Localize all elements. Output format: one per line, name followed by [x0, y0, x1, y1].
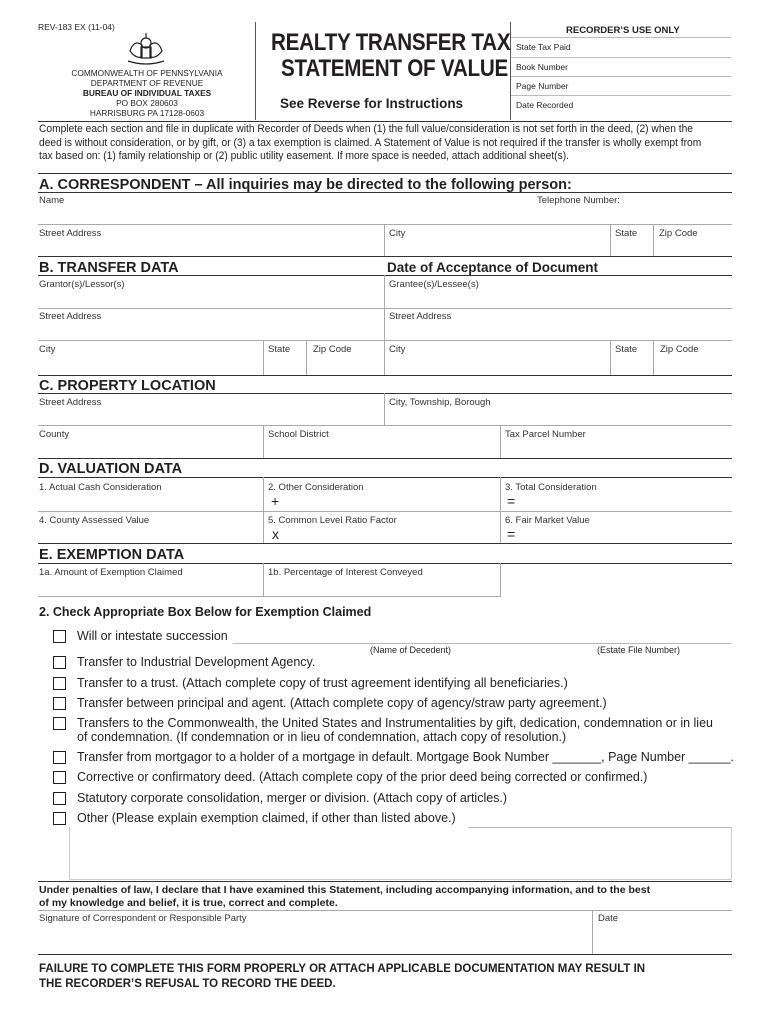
- grantor-label: Grantor(s)/Lessor(s): [39, 279, 125, 290]
- correspondent-zip-label: Zip Code: [659, 228, 698, 239]
- intro-line: deed is without consideration, or by gift, or (3) a tax exemption is claimed. A Statement of Value is not required if the transfer is wholly exempt from: [39, 136, 702, 149]
- actual-cash-field[interactable]: [39, 494, 261, 510]
- correspondent-name-label: Name: [39, 195, 65, 206]
- grantor-field[interactable]: [39, 291, 382, 307]
- trust-checkbox[interactable]: [53, 677, 66, 690]
- industrial-development-label: Transfer to Industrial Development Agency.: [77, 655, 316, 669]
- times-operator: x: [272, 526, 279, 542]
- grantee-label: Grantee(s)/Lessee(s): [389, 279, 479, 290]
- property-city-township-field[interactable]: [386, 409, 730, 424]
- agency-line: DEPARTMENT OF REVENUE: [90, 78, 204, 88]
- other-consideration-label: 2. Other Consideration: [268, 482, 364, 493]
- county-field[interactable]: [39, 441, 261, 456]
- principal-agent-checkbox[interactable]: [53, 697, 66, 710]
- grantee-city-field[interactable]: [386, 357, 608, 373]
- common-level-ratio-label: 5. Common Level Ratio Factor: [268, 515, 397, 526]
- actual-cash-label: 1. Actual Cash Consideration: [39, 482, 162, 493]
- commonwealth-label: Transfers to the Commonwealth, the United States and Instrumentalities by gift, dedication, condemnation or in lieu: [77, 716, 713, 730]
- intro-line: tax based on: (1) family relationship or (2) public utility easement. If more space is needed, attach additional sheet(s).: [39, 150, 569, 162]
- agency-line: PO BOX 280603: [116, 98, 178, 108]
- date-acceptance-heading: Date of Acceptance of Document: [387, 260, 599, 275]
- fair-market-value-field[interactable]: [520, 527, 730, 542]
- grantee-state-field[interactable]: [612, 357, 652, 373]
- grantor-zip-label: Zip Code: [313, 344, 352, 355]
- school-district-label: School District: [268, 429, 329, 440]
- grantee-street-field[interactable]: [386, 323, 730, 339]
- grantee-state-label: State: [615, 344, 638, 355]
- signature-date-field[interactable]: [595, 925, 730, 953]
- header-divider-left: [255, 22, 256, 120]
- agency-line: HARRISBURG PA 17128-0603: [89, 108, 205, 118]
- section-b-heading: B. TRANSFER DATA: [39, 260, 179, 276]
- correspondent-city-label: City: [389, 228, 406, 239]
- correspondent-street-label: Street Address: [39, 228, 102, 239]
- grantor-state-field[interactable]: [265, 357, 304, 373]
- warning-line: THE RECORDER’S REFUSAL TO RECORD THE DEED.: [39, 978, 336, 990]
- form-title-line2: STATEMENT OF VALUE: [281, 55, 508, 82]
- grantor-city-field[interactable]: [39, 357, 261, 373]
- property-street-field[interactable]: [39, 409, 382, 424]
- date-recorded-label: Date Recorded: [516, 100, 574, 110]
- correspondent-zip-field[interactable]: [655, 240, 730, 255]
- will-succession-checkbox[interactable]: [53, 630, 66, 643]
- mortgagor-checkbox[interactable]: [53, 751, 66, 764]
- county-assessed-field[interactable]: [39, 527, 261, 542]
- other-exemption-label: Other (Please explain exemption claimed, if other than listed above.): [77, 811, 456, 825]
- correspondent-state-field[interactable]: [612, 240, 652, 255]
- telephone-label: Telephone Number:: [537, 195, 620, 206]
- corporate-consolidation-checkbox[interactable]: [53, 792, 66, 805]
- grantor-street-field[interactable]: [39, 323, 382, 339]
- see-reverse-note: See Reverse for Instructions: [280, 96, 464, 111]
- will-succession-label: Will or intestate succession: [77, 629, 228, 643]
- grantee-street-label: Street Address: [389, 311, 452, 322]
- fair-market-value-label: 6. Fair Market Value: [505, 515, 590, 526]
- grantee-field[interactable]: [386, 291, 730, 307]
- pennsylvania-seal-icon: [122, 31, 170, 67]
- exemption-amount-label: 1a. Amount of Exemption Claimed: [39, 567, 183, 578]
- plus-operator: +: [271, 493, 280, 509]
- commonwealth-checkbox[interactable]: [53, 717, 66, 730]
- grantor-zip-field[interactable]: [308, 357, 382, 373]
- total-consideration-label: 3. Total Consideration: [505, 482, 597, 493]
- agency-line: COMMONWEALTH OF PENNSYLVANIA: [71, 68, 223, 78]
- industrial-development-checkbox[interactable]: [53, 656, 66, 669]
- equals-operator: =: [507, 526, 516, 542]
- section-e-heading: E. EXEMPTION DATA: [39, 547, 185, 563]
- penalty-line: Under penalties of law, I declare that I have examined this Statement, including accompanying information, and to the best: [39, 884, 651, 896]
- total-consideration-field[interactable]: [520, 494, 730, 510]
- form-title-line1: REALTY TRANSFER TAX: [271, 29, 511, 56]
- grantee-city-label: City: [389, 344, 406, 355]
- book-number-label: Book Number: [516, 62, 568, 72]
- interest-conveyed-field[interactable]: [265, 579, 498, 594]
- page-number-label: Page Number: [516, 81, 569, 91]
- check-box-heading: 2. Check Appropriate Box Below for Exemption Claimed: [39, 605, 372, 619]
- recorder-use-title: RECORDER’S USE ONLY: [566, 25, 680, 36]
- grantor-street-label: Street Address: [39, 311, 102, 322]
- grantor-state-label: State: [268, 344, 291, 355]
- county-assessed-label: 4. County Assessed Value: [39, 515, 150, 526]
- penalty-statement: [39, 884, 650, 909]
- state-tax-paid-label: State Tax Paid: [516, 42, 571, 52]
- date-acceptance-field[interactable]: [608, 258, 728, 274]
- estate-file-number-caption: (Estate File Number): [597, 645, 681, 655]
- intro-line: Complete each section and file in duplicate with Recorder of Deeds when (1) the full value/consideration is not set forth in the deed, (2) when the: [39, 123, 693, 135]
- section-a-heading: A. CORRESPONDENT – All inquiries may be directed to the following person:: [39, 177, 572, 193]
- correspondent-city-field[interactable]: [386, 240, 608, 255]
- mortgagor-label: Transfer from mortgagor to a holder of a mortgage in default. Mortgage Book Number _______, Page Number ______.: [77, 750, 734, 764]
- correspondent-street-field[interactable]: [39, 240, 382, 255]
- date-label: Date: [598, 913, 619, 924]
- common-level-ratio-field[interactable]: [282, 527, 498, 542]
- grantee-zip-label: Zip Code: [660, 344, 699, 355]
- other-consideration-field[interactable]: [282, 494, 498, 510]
- grantor-city-label: City: [39, 344, 56, 355]
- agency-block: [42, 68, 252, 118]
- correspondent-name-field[interactable]: [39, 206, 729, 224]
- corrective-deed-checkbox[interactable]: [53, 771, 66, 784]
- decedent-estate-field[interactable]: [233, 628, 731, 642]
- warning-line: FAILURE TO COMPLETE THIS FORM PROPERLY OR ATTACH APPLICABLE DOCUMENTATION MAY RESULT IN: [39, 963, 646, 975]
- failure-warning: [39, 962, 645, 992]
- corrective-deed-label: Corrective or confirmatory deed. (Attach complete copy of the prior deed being corrected or confirmed.): [77, 770, 648, 784]
- tax-parcel-field[interactable]: [502, 441, 730, 456]
- name-of-decedent-caption: (Name of Decedent): [370, 645, 452, 655]
- intro-text: [39, 123, 702, 164]
- principal-agent-label: Transfer between principal and agent. (Attach complete copy of agency/straw party agreement.): [77, 696, 607, 710]
- county-label: County: [39, 429, 70, 440]
- property-city-township-label: City, Township, Borough: [389, 397, 491, 408]
- exemption-amount-field[interactable]: [39, 579, 261, 594]
- other-explanation-textarea[interactable]: [72, 829, 728, 877]
- commonwealth-label-continued: of condemnation. (If condemnation or in lieu of condemnation, attach copy of resolution.): [77, 730, 567, 744]
- agency-line: BUREAU OF INDIVIDUAL TAXES: [82, 88, 212, 98]
- penalty-line: of my knowledge and belief, it is true, correct and complete.: [39, 896, 338, 909]
- grantee-zip-field[interactable]: [655, 357, 730, 373]
- signature-label: Signature of Correspondent or Responsible Party: [39, 913, 247, 924]
- signature-field[interactable]: [39, 925, 590, 953]
- correspondent-state-label: State: [615, 228, 638, 239]
- other-exemption-checkbox[interactable]: [53, 812, 66, 825]
- equals-operator: =: [507, 493, 516, 509]
- section-c-heading: C. PROPERTY LOCATION: [39, 378, 216, 394]
- form-code: REV-183 EX (11-04): [38, 22, 115, 32]
- section-d-heading: D. VALUATION DATA: [39, 461, 183, 477]
- trust-label: Transfer to a trust. (Attach complete copy of trust agreement identifying all beneficiaries.): [77, 676, 568, 690]
- interest-conveyed-label: 1b. Percentage of Interest Conveyed: [268, 567, 423, 578]
- tax-parcel-label: Tax Parcel Number: [505, 429, 586, 440]
- corporate-consolidation-label: Statutory corporate consolidation, merger or division. (Attach copy of articles.): [77, 791, 508, 805]
- school-district-field[interactable]: [265, 441, 498, 456]
- property-street-label: Street Address: [39, 397, 102, 408]
